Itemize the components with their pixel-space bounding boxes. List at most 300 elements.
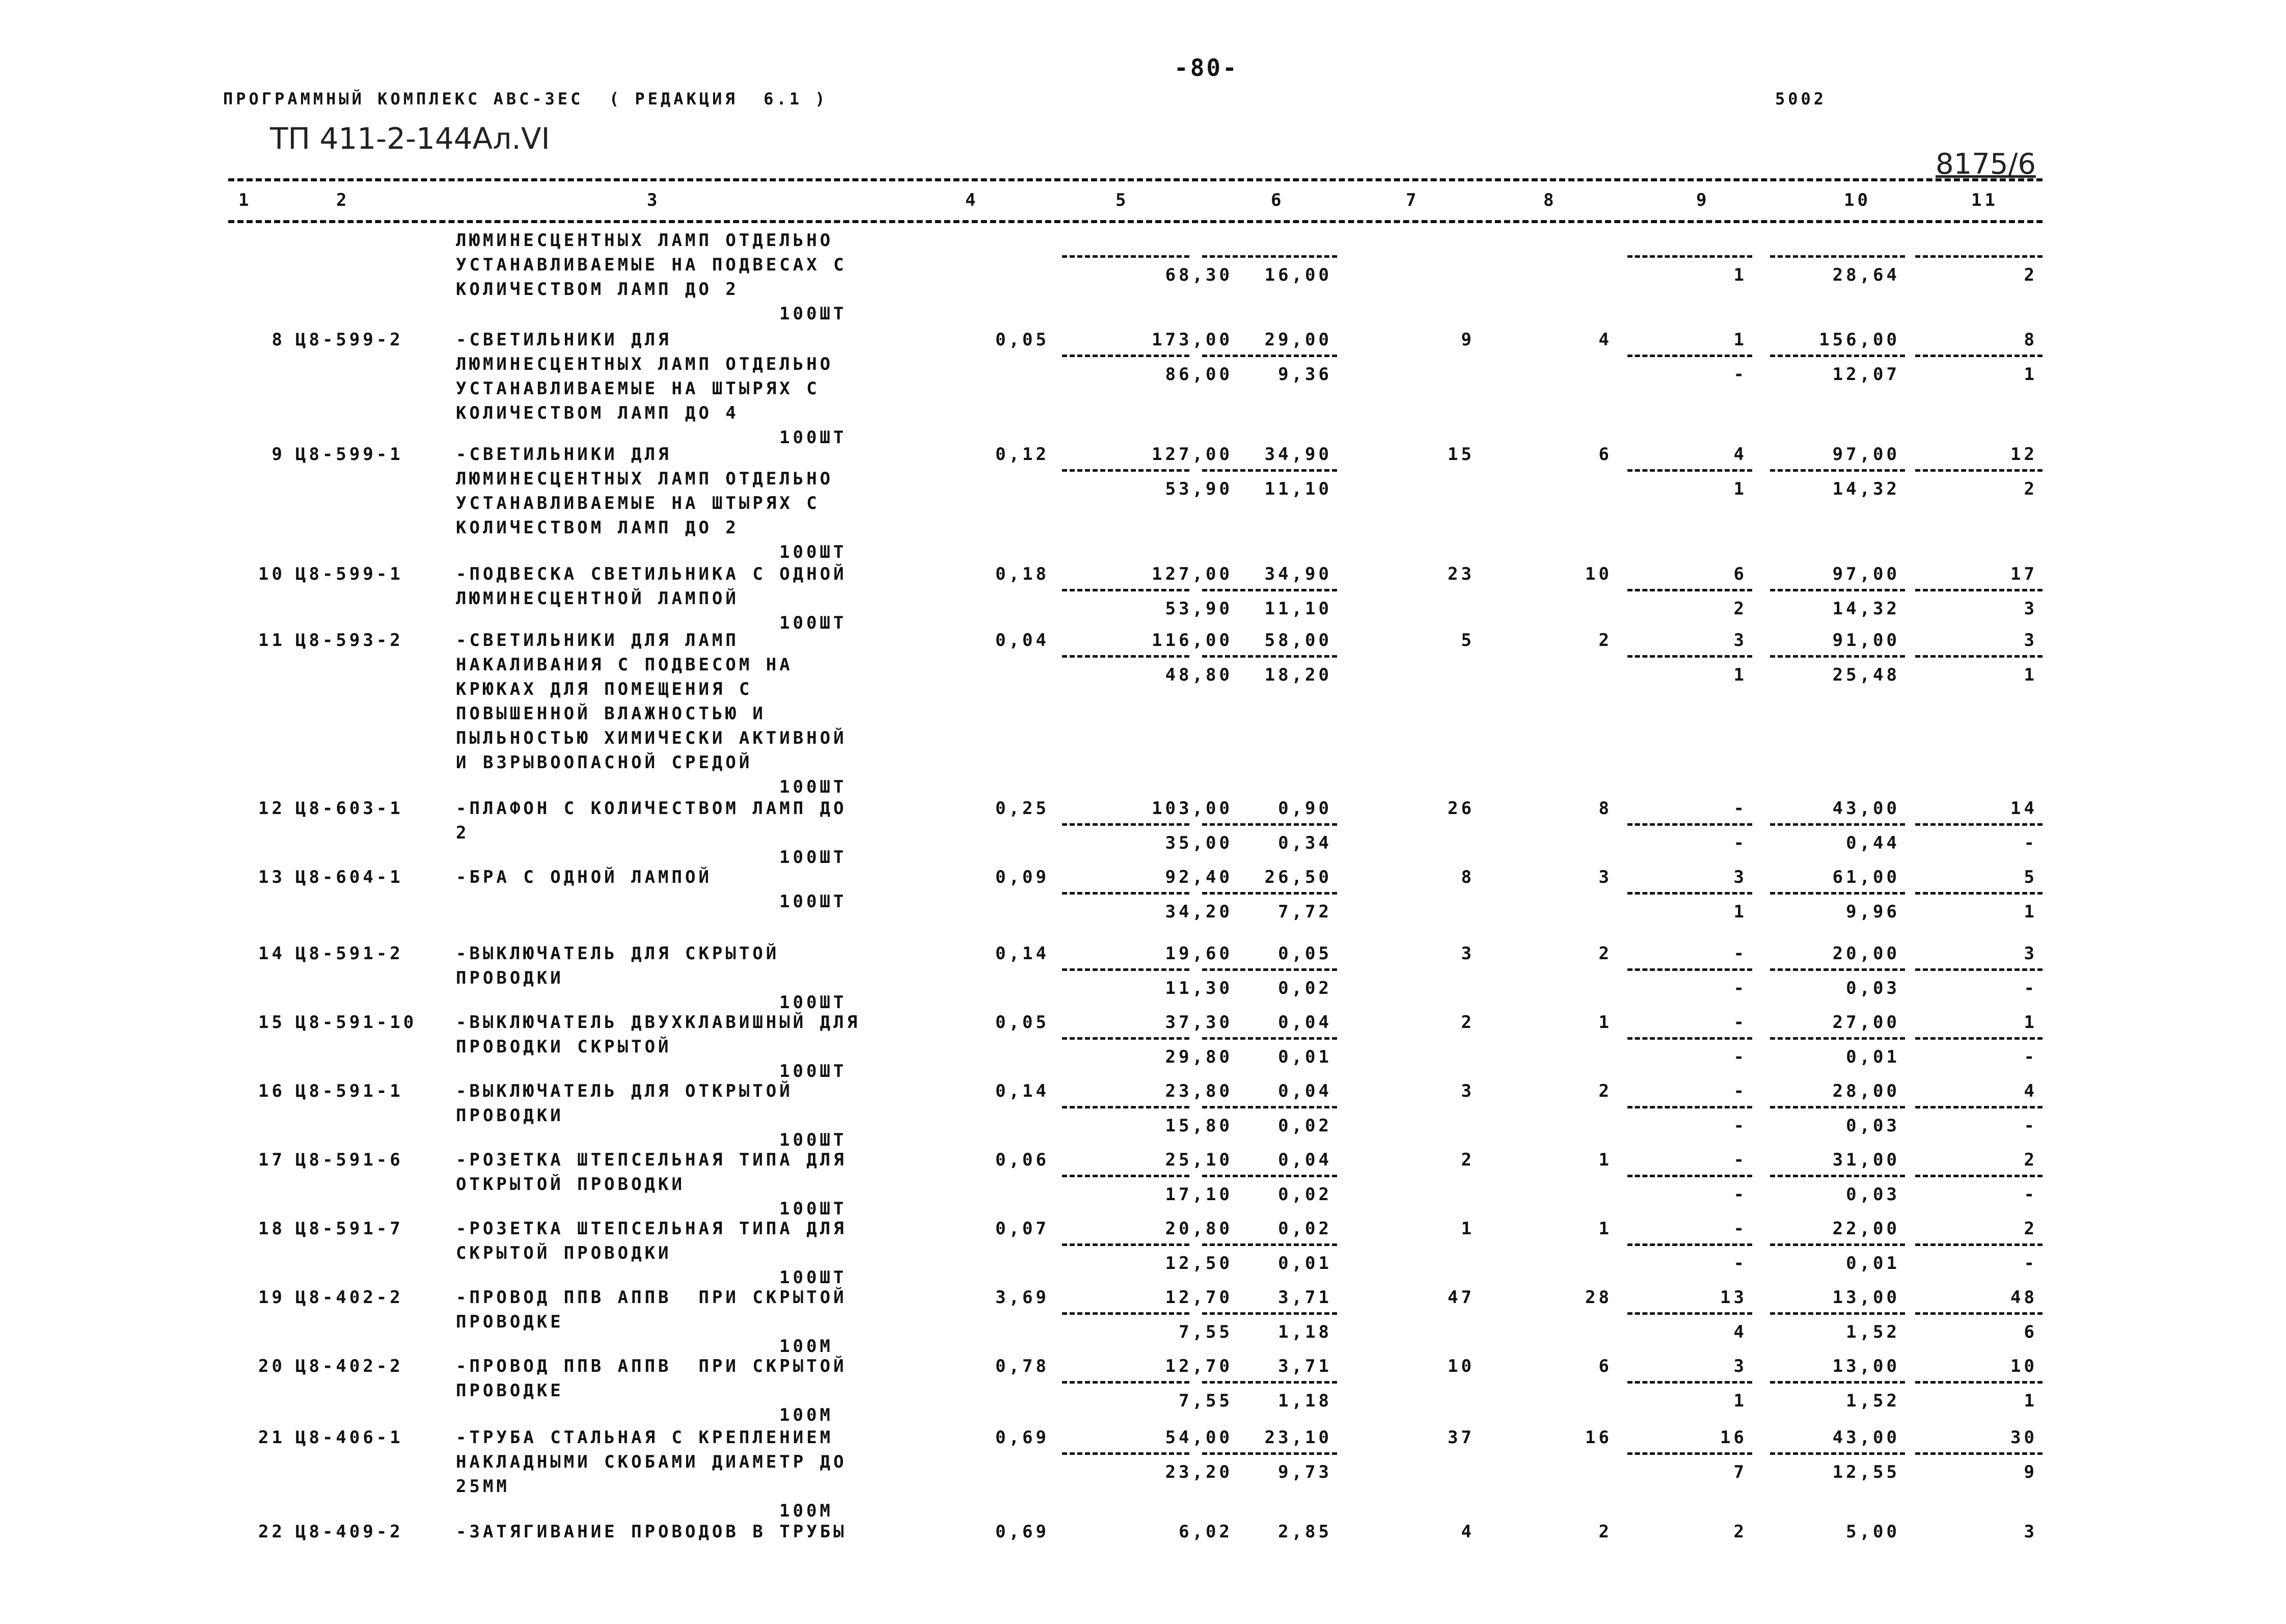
value-c5b: 34,20 [1165, 902, 1233, 922]
value-c10b: 1,52 [1846, 1391, 1900, 1411]
value-c6: 0,04 [1278, 1012, 1332, 1033]
subtotal-rule [1627, 355, 1752, 357]
value-c4: 0,69 [995, 1522, 1049, 1542]
work-description: 2 [456, 823, 470, 843]
value-c6b: 9,73 [1278, 1462, 1332, 1482]
value-c9b: 1 [1733, 1391, 1747, 1411]
price-code: Ц8-406-1 [295, 1427, 403, 1448]
value-c5: 25,10 [1165, 1150, 1233, 1170]
value-c6b: 0,01 [1278, 1047, 1332, 1067]
value-c10b: 12,07 [1832, 364, 1900, 385]
column-header-7: 7 [1406, 190, 1420, 210]
subtotal-rule [1627, 892, 1752, 895]
value-c5b: 48,80 [1165, 665, 1233, 685]
row-number: 14 [258, 943, 285, 964]
value-c9: - [1733, 1219, 1747, 1239]
work-description: УСТАНАВЛИВАЕМЫЕ НА ШТЫРЯХ С [456, 378, 820, 399]
value-c10b: 0,01 [1846, 1253, 1900, 1274]
subtotal-rule [1627, 1452, 1752, 1455]
value-c8: 1 [1598, 1012, 1612, 1033]
subtotal-rule [1915, 655, 2043, 658]
subtotal-rule [1915, 823, 2043, 826]
value-c5b: 35,00 [1165, 833, 1233, 853]
value-c6: 26,50 [1264, 867, 1332, 887]
subtotal-rule [1062, 892, 1189, 895]
value-c10: 22,00 [1832, 1219, 1900, 1239]
value-c11: 12 [2010, 444, 2037, 465]
value-c10: 28,00 [1832, 1081, 1900, 1101]
price-code: Ц8-591-1 [295, 1081, 403, 1101]
value-c9: 6 [1733, 564, 1747, 584]
price-code: Ц8-604-1 [295, 867, 403, 887]
value-c7: 8 [1461, 867, 1475, 887]
value-c8: 6 [1598, 1356, 1612, 1376]
work-description: -РОЗЕТКА ШТЕПСЕЛЬНАЯ ТИПА ДЛЯ [456, 1150, 847, 1170]
subtotal-rule [1915, 1243, 2043, 1246]
subtotal-rule [1062, 469, 1189, 472]
subtotal-rule [1627, 1381, 1752, 1384]
value-c11b: - [2024, 1047, 2037, 1067]
value-c8: 1 [1598, 1150, 1612, 1170]
price-code: Ц8-591-7 [295, 1219, 403, 1239]
value-c10b: 12,55 [1832, 1462, 1900, 1482]
value-c5: 12,70 [1165, 1356, 1233, 1376]
row-number: 11 [258, 630, 285, 651]
work-description: УСТАНАВЛИВАЕМЫЕ НА ПОДВЕСАХ С [456, 255, 847, 275]
value-c4: 0,09 [995, 867, 1049, 887]
work-description: ОТКРЫТОЙ ПРОВОДКИ [456, 1174, 685, 1195]
unit-of-measure: 100ШТ [779, 847, 847, 868]
row-number: 20 [258, 1356, 285, 1376]
unit-of-measure: 100ШТ [779, 304, 847, 324]
value-c10: 20,00 [1832, 943, 1900, 964]
value-c11: 48 [2010, 1287, 2037, 1308]
value-c9: 3 [1733, 1356, 1747, 1376]
subtotal-rule [1062, 968, 1189, 971]
subtotal-rule [1062, 1312, 1189, 1315]
value-c11b: 1 [2024, 1391, 2037, 1411]
column-header-4: 4 [965, 190, 979, 210]
subtotal-rule [1627, 589, 1752, 591]
value-c11b: - [2024, 1253, 2037, 1274]
value-c10b: 0,01 [1846, 1047, 1900, 1067]
value-c8: 2 [1598, 630, 1612, 651]
value-c9b: - [1733, 1253, 1747, 1274]
value-c10: 43,00 [1832, 798, 1900, 819]
row-number: 16 [258, 1081, 285, 1101]
value-c5b: 53,90 [1165, 479, 1233, 499]
value-c6: 3,71 [1278, 1287, 1332, 1308]
row-number: 17 [258, 1150, 285, 1170]
work-description: КОЛИЧЕСТВОМ ЛАМП ДО 2 [456, 279, 739, 300]
value-c7: 26 [1448, 798, 1475, 819]
value-c11: 14 [2010, 798, 2037, 819]
value-c6: 23,10 [1264, 1427, 1332, 1448]
subtotal-rule [1915, 1037, 2043, 1040]
value-c11: 3 [2024, 1522, 2037, 1542]
work-description: -ТРУБА СТАЛЬНАЯ С КРЕПЛЕНИЕМ [456, 1427, 834, 1448]
work-description: КРЮКАХ ДЛЯ ПОМЕЩЕНИЯ С [456, 679, 753, 699]
subtotal-rule [1627, 1243, 1752, 1246]
subtotal-rule [1062, 1175, 1189, 1177]
value-c9: 3 [1733, 867, 1747, 887]
unit-of-measure: 100ШТ [779, 542, 847, 562]
value-c10: 43,00 [1832, 1427, 1900, 1448]
work-description: ЛЮМИНЕСЦЕНТНЫХ ЛАМП ОТДЕЛЬНО [456, 230, 834, 251]
value-c10: 97,00 [1832, 444, 1900, 465]
work-description: -СВЕТИЛЬНИКИ ДЛЯ [456, 330, 672, 350]
value-c5b: 53,90 [1165, 599, 1233, 619]
value-c11: 10 [2010, 1356, 2037, 1376]
value-c6b: 0,02 [1278, 978, 1332, 998]
value-c5: 37,30 [1165, 1012, 1233, 1033]
value-c5b: 23,20 [1165, 1462, 1233, 1482]
value-c9b: 7 [1733, 1462, 1747, 1482]
value-c7: 37 [1448, 1427, 1475, 1448]
value-c11: 2 [2024, 1219, 2037, 1239]
value-c4: 0,05 [995, 1012, 1049, 1033]
subtotal-rule [1770, 1312, 1905, 1315]
value-c7: 9 [1461, 330, 1475, 350]
price-code: Ц8-593-2 [295, 630, 403, 651]
work-description: И ВЗРЫВООПАСНОЙ СРЕДОЙ [456, 752, 753, 773]
subtotal-rule [1062, 1106, 1189, 1108]
value-c11b: 1 [2024, 665, 2037, 685]
subtotal-rule [1770, 968, 1905, 971]
value-c5: 54,00 [1165, 1427, 1233, 1448]
value-c6: 34,90 [1264, 564, 1332, 584]
value-c8: 16 [1585, 1427, 1612, 1448]
value-c7: 3 [1461, 1081, 1475, 1101]
document-code: 5002 [1775, 89, 1827, 109]
value-c9: - [1733, 943, 1747, 964]
subtotal-rule [1062, 655, 1189, 658]
work-description: -ПРОВОД ППВ АППВ ПРИ СКРЫТОЙ [456, 1287, 847, 1308]
value-c5b: 29,80 [1165, 1047, 1233, 1067]
work-description: ЛЮМИНЕСЦЕНТНЫХ ЛАМП ОТДЕЛЬНО [456, 354, 834, 374]
value-c8: 2 [1598, 1081, 1612, 1101]
subtotal-rule [1915, 892, 2043, 895]
subtotal-rule [1062, 1381, 1189, 1384]
value-c10: 61,00 [1832, 867, 1900, 887]
value-c4: 0,05 [995, 330, 1049, 350]
value-c6b: 1,18 [1278, 1391, 1332, 1411]
price-code: Ц8-599-2 [295, 330, 403, 350]
value-c6: 0,04 [1278, 1081, 1332, 1101]
value-c8: 3 [1598, 867, 1612, 887]
column-header-8: 8 [1543, 190, 1557, 210]
value-c11: 8 [2024, 330, 2037, 350]
value-c6: 29,00 [1264, 330, 1332, 350]
value-c6b: 0,02 [1278, 1116, 1332, 1136]
subtotal-rule [1202, 1106, 1337, 1108]
subtotal-rule [1770, 1106, 1905, 1108]
subtotal-rule [1202, 655, 1337, 658]
value-c7: 15 [1448, 444, 1475, 465]
subtotal-rule [1627, 968, 1752, 971]
unit-of-measure: 100ШТ [779, 1267, 847, 1288]
value-c10b: 28,64 [1832, 265, 1900, 285]
subtotal-rule [1627, 255, 1752, 258]
value-c10: 27,00 [1832, 1012, 1900, 1033]
value-c7: 2 [1461, 1150, 1475, 1170]
value-c9b: - [1733, 1047, 1747, 1067]
value-c6b: 1,18 [1278, 1322, 1332, 1342]
value-c6: 0,04 [1278, 1150, 1332, 1170]
subtotal-rule [1770, 469, 1905, 472]
value-c11b: 2 [2024, 265, 2037, 285]
value-c6b: 9,36 [1278, 364, 1332, 385]
value-c4: 0,07 [995, 1219, 1049, 1239]
value-c5b: 86,00 [1165, 364, 1233, 385]
work-description: НАКАЛИВАНИЯ С ПОДВЕСОМ НА [456, 655, 793, 675]
work-description: ПРОВОДКИ [456, 1105, 564, 1126]
work-description: -ПРОВОД ППВ АППВ ПРИ СКРЫТОЙ [456, 1356, 847, 1376]
subtotal-rule [1915, 1312, 2043, 1315]
value-c5b: 7,55 [1179, 1391, 1233, 1411]
value-c5: 173,00 [1152, 330, 1233, 350]
value-c7: 10 [1448, 1356, 1475, 1376]
value-c9b: - [1733, 978, 1747, 998]
subtotal-rule [1062, 355, 1189, 357]
value-c11: 3 [2024, 943, 2037, 964]
subtotal-rule [1202, 1243, 1337, 1246]
value-c4: 0,14 [995, 943, 1049, 964]
subtotal-rule [1202, 968, 1337, 971]
row-number: 12 [258, 798, 285, 819]
page-number: -80- [1174, 54, 1239, 82]
subtotal-rule [1627, 1312, 1752, 1315]
subtotal-rule [1202, 255, 1337, 258]
column-header-3: 3 [647, 190, 661, 210]
value-c5: 116,00 [1152, 630, 1233, 651]
value-c7: 4 [1461, 1522, 1475, 1542]
subtotal-rule [1770, 255, 1905, 258]
price-code: Ц8-402-2 [295, 1356, 403, 1376]
value-c5b: 7,55 [1179, 1322, 1233, 1342]
value-c5: 20,80 [1165, 1219, 1233, 1239]
unit-of-measure: 100ШТ [779, 427, 847, 448]
value-c9b: - [1733, 833, 1747, 853]
program-header: ПРОГРАММНЫЙ КОМПЛЕКС АВС-3ЕС ( РЕДАКЦИЯ 6.1 ) [223, 89, 828, 109]
value-c7: 2 [1461, 1012, 1475, 1033]
unit-of-measure: 100ШТ [779, 1130, 847, 1150]
column-header-9: 9 [1696, 190, 1710, 210]
column-header-5: 5 [1115, 190, 1129, 210]
value-c11b: 3 [2024, 599, 2037, 619]
unit-of-measure: 100ШТ [779, 1061, 847, 1081]
subtotal-rule [1627, 823, 1752, 826]
price-code: Ц8-591-6 [295, 1150, 403, 1170]
value-c10: 31,00 [1832, 1150, 1900, 1170]
subtotal-rule [1202, 589, 1337, 591]
value-c5: 19,60 [1165, 943, 1233, 964]
row-number: 21 [258, 1427, 285, 1448]
work-description: ПРОВОДКИ СКРЫТОЙ [456, 1037, 672, 1057]
subtotal-rule [1202, 1175, 1337, 1177]
subtotal-rule [1627, 469, 1752, 472]
subtotal-rule [1770, 655, 1905, 658]
subtotal-rule [1202, 355, 1337, 357]
value-c5b: 11,30 [1165, 978, 1233, 998]
value-c5: 23,80 [1165, 1081, 1233, 1101]
subtotal-rule [1202, 892, 1337, 895]
value-c10b: 0,03 [1846, 1116, 1900, 1136]
value-c11b: - [2024, 1116, 2037, 1136]
work-description: СКРЫТОЙ ПРОВОДКИ [456, 1243, 672, 1263]
unit-of-measure: 100ШТ [779, 613, 847, 633]
subtotal-rule [1062, 589, 1189, 591]
value-c6: 58,00 [1264, 630, 1332, 651]
row-number: 18 [258, 1219, 285, 1239]
value-c6b: 0,02 [1278, 1184, 1332, 1205]
subtotal-rule [1202, 469, 1337, 472]
work-description: ПРОВОДКЕ [456, 1312, 564, 1332]
value-c11: 17 [2010, 564, 2037, 584]
work-description: УСТАНАВЛИВАЕМЫЕ НА ШТЫРЯХ С [456, 493, 820, 513]
value-c9b: 1 [1733, 665, 1747, 685]
value-c6b: 16,00 [1264, 265, 1332, 285]
value-c9: 4 [1733, 444, 1747, 465]
work-description: -БРА С ОДНОЙ ЛАМПОЙ [456, 867, 712, 887]
subtotal-rule [1915, 1381, 2043, 1384]
value-c5b: 68,30 [1165, 265, 1233, 285]
value-c6: 34,90 [1264, 444, 1332, 465]
value-c6b: 11,10 [1264, 479, 1332, 499]
value-c11b: - [2024, 833, 2037, 853]
unit-of-measure: 100М [779, 1336, 833, 1357]
work-description: -РОЗЕТКА ШТЕПСЕЛЬНАЯ ТИПА ДЛЯ [456, 1219, 847, 1239]
work-description: ПОВЫШЕННОЙ ВЛАЖНОСТЬЮ И [456, 703, 766, 724]
value-c10: 156,00 [1819, 330, 1900, 350]
value-c9: 2 [1733, 1522, 1747, 1542]
value-c10b: 0,03 [1846, 1184, 1900, 1205]
price-code: Ц8-591-10 [295, 1012, 417, 1033]
value-c8: 2 [1598, 943, 1612, 964]
value-c10b: 25,48 [1832, 665, 1900, 685]
value-c7: 23 [1448, 564, 1475, 584]
subtotal-rule [1915, 255, 2043, 258]
header-bottom-rule [228, 220, 2043, 223]
work-description: -ПОДВЕСКА СВЕТИЛЬНИКА С ОДНОЙ [456, 564, 847, 584]
value-c5: 12,70 [1165, 1287, 1233, 1308]
subtotal-rule [1915, 1106, 2043, 1108]
value-c5b: 15,80 [1165, 1116, 1233, 1136]
value-c9: - [1733, 1081, 1747, 1101]
row-number: 13 [258, 867, 285, 887]
value-c10: 13,00 [1832, 1356, 1900, 1376]
value-c11: 2 [2024, 1150, 2037, 1170]
unit-of-measure: 100М [779, 1501, 833, 1521]
unit-of-measure: 100ШТ [779, 1199, 847, 1219]
unit-of-measure: 100ШТ [779, 992, 847, 1013]
value-c9b: 4 [1733, 1322, 1747, 1342]
value-c9: - [1733, 1012, 1747, 1033]
value-c8: 10 [1585, 564, 1612, 584]
subtotal-rule [1770, 355, 1905, 357]
unit-of-measure: 100М [779, 1405, 833, 1425]
value-c10: 97,00 [1832, 564, 1900, 584]
value-c11: 5 [2024, 867, 2037, 887]
column-header-11: 11 [1971, 190, 1998, 210]
work-description: -СВЕТИЛЬНИКИ ДЛЯ [456, 444, 672, 465]
value-c9b: 1 [1733, 479, 1747, 499]
unit-of-measure: 100ШТ [779, 891, 847, 912]
value-c4: 0,04 [995, 630, 1049, 651]
value-c9: 3 [1733, 630, 1747, 651]
project-id: ТП 411-2-144Ал.VI [270, 121, 550, 156]
price-code: Ц8-402-2 [295, 1287, 403, 1308]
subtotal-rule [1202, 1312, 1337, 1315]
value-c11b: 9 [2024, 1462, 2037, 1482]
value-c4: 0,25 [995, 798, 1049, 819]
value-c6b: 7,72 [1278, 902, 1332, 922]
price-code: Ц8-599-1 [295, 444, 403, 465]
work-description: -СВЕТИЛЬНИКИ ДЛЯ ЛАМП [456, 630, 739, 651]
column-header-2: 2 [336, 190, 350, 210]
value-c7: 1 [1461, 1219, 1475, 1239]
subtotal-rule [1770, 823, 1905, 826]
subtotal-rule [1202, 823, 1337, 826]
value-c9b: 1 [1733, 902, 1747, 922]
subtotal-rule [1915, 968, 2043, 971]
column-header-1: 1 [238, 190, 252, 210]
value-c11b: 2 [2024, 479, 2037, 499]
value-c11b: - [2024, 978, 2037, 998]
value-c4: 0,18 [995, 564, 1049, 584]
value-c8: 6 [1598, 444, 1612, 465]
value-c11b: 6 [2024, 1322, 2037, 1342]
table-top-rule [228, 178, 2043, 181]
value-c11b: 1 [2024, 902, 2037, 922]
value-c6b: 11,10 [1264, 599, 1332, 619]
value-c8: 4 [1598, 330, 1612, 350]
work-description: НАКЛАДНЫМИ СКОБАМИ ДИАМЕТР ДО [456, 1452, 847, 1472]
value-c9: 13 [1720, 1287, 1747, 1308]
value-c6: 3,71 [1278, 1356, 1332, 1376]
subtotal-rule [1062, 1452, 1189, 1455]
work-description: КОЛИЧЕСТВОМ ЛАМП ДО 2 [456, 518, 739, 538]
value-c11: 4 [2024, 1081, 2037, 1101]
value-c4: 0,14 [995, 1081, 1049, 1101]
work-description: 25ММ [456, 1476, 510, 1497]
value-c5: 103,00 [1152, 798, 1233, 819]
subtotal-rule [1202, 1037, 1337, 1040]
value-c5b: 12,50 [1165, 1253, 1233, 1274]
work-description: ПРОВОДКЕ [456, 1381, 564, 1401]
value-c9b: 2 [1733, 599, 1747, 619]
value-c10b: 14,32 [1832, 599, 1900, 619]
subtotal-rule [1627, 1175, 1752, 1177]
value-c9b: - [1733, 364, 1747, 385]
subtotal-rule [1062, 1037, 1189, 1040]
value-c11: 3 [2024, 630, 2037, 651]
value-c11b: - [2024, 1184, 2037, 1205]
row-number: 9 [271, 444, 285, 465]
row-number: 8 [271, 330, 285, 350]
value-c10b: 14,32 [1832, 479, 1900, 499]
price-code: Ц8-603-1 [295, 798, 403, 819]
value-c10: 91,00 [1832, 630, 1900, 651]
value-c4: 3,69 [995, 1287, 1049, 1308]
value-c11: 30 [2010, 1427, 2037, 1448]
value-c4: 0,78 [995, 1356, 1049, 1376]
value-c7: 3 [1461, 943, 1475, 964]
work-description: -ВЫКЛЮЧАТЕЛЬ ДЛЯ ОТКРЫТОЙ [456, 1081, 793, 1101]
subtotal-rule [1627, 1037, 1752, 1040]
value-c8: 2 [1598, 1522, 1612, 1542]
value-c7: 47 [1448, 1287, 1475, 1308]
